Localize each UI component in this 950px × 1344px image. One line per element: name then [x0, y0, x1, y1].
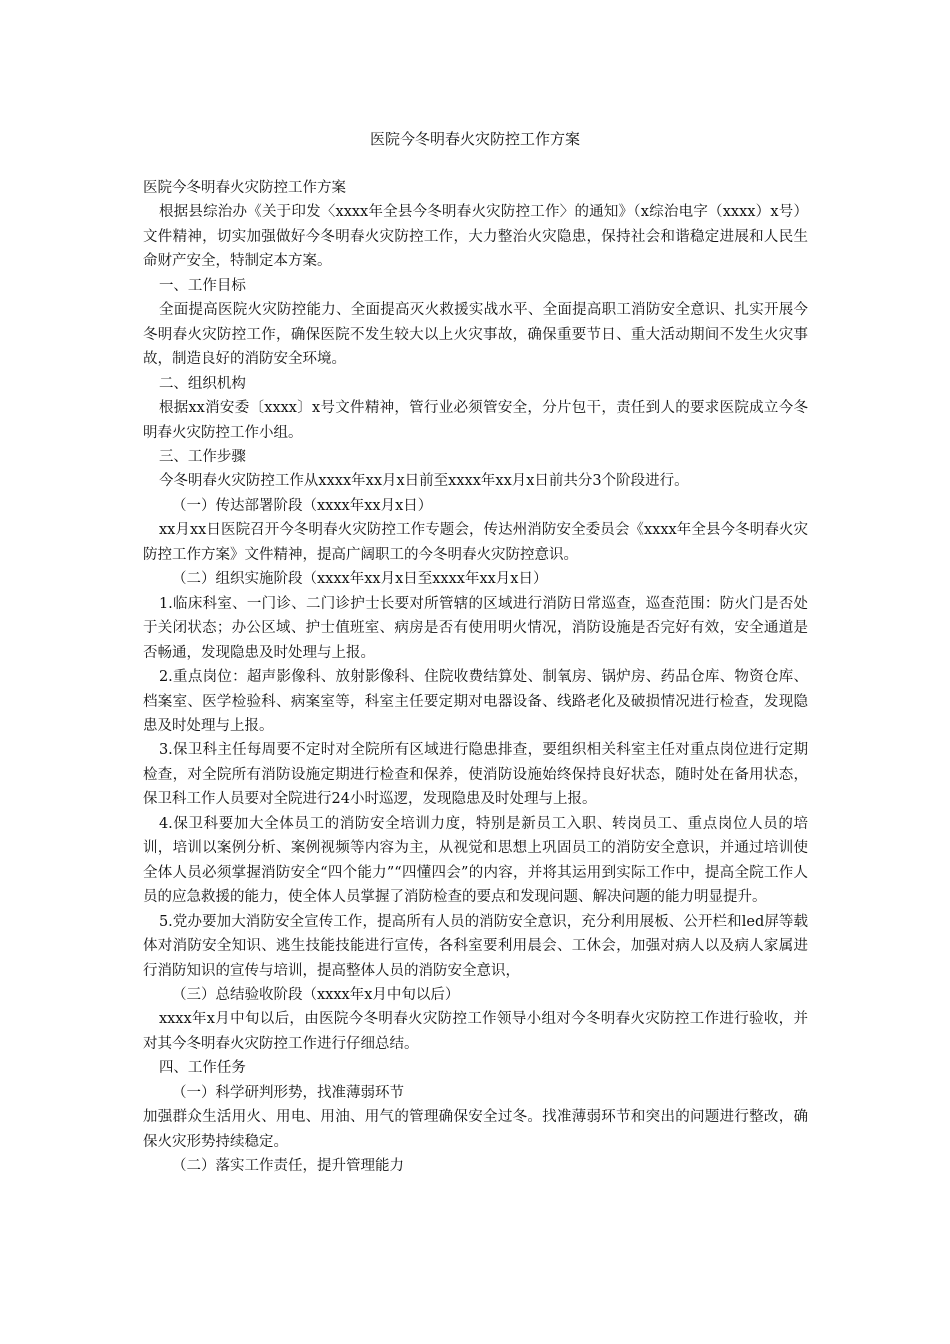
- paragraph: 3.保卫科主任每周要不定时对全院所有区域进行隐患排查，要组织相关科室主任对重点岗位进行定期检查，对全院所有消防设施定期进行检查和保养，使消防设施始终保持良好状态，随时处在备用状态，保卫科工作人员要对全院进行24小时巡逻，发现隐患及时处理与上报。: [143, 742, 808, 808]
- paragraph: 四、工作任务: [158, 1060, 246, 1077]
- paragraph: 4.保卫科要加大全体员工的消防安全培训力度，特别是新员工入职、转岗员工、重点岗位人员的培训，培训以案例分析、案例视频等内容为主，从视觉和思想上巩固员工的消防安全意识，并通过培训使全体人员必须掌握消防安全“四个能力”“四懂四会”的内容，并将其运用到实际工作中，提高全院工作人员的应急救援的能力，使全体人员掌握了消防检查的要点和发现问题、解决问题的能力明显提升。: [143, 815, 808, 906]
- paragraph: （一）传达部署阶段（xxxx年xx月x日）: [172, 497, 433, 514]
- paragraph: 今冬明春火灾防控工作从xxxx年xx月x日前至xxxx年xx月x日前共分3个阶段进行。: [158, 473, 689, 490]
- paragraph: 根据县综治办《关于印发〈xxxx年全县今冬明春火灾防控工作〉的通知》（x综治电字（xxxx）x号）文件精神，切实加强做好今冬明春火灾防控工作，大力整治火灾隐患，保持社会和谐稳定进展和人民生命财产安全，特制定本方案。: [143, 204, 808, 270]
- paragraph: （三）总结验收阶段（xxxx年x月中旬以后）: [172, 986, 460, 1003]
- document-body: [143, 176, 808, 1179]
- paragraph: 二、组织机构: [158, 375, 246, 392]
- paragraph: 5.党办要加大消防安全宣传工作，提高所有人员的消防安全意识，充分利用展板、公开栏和led屏等载体对消防安全知识、逃生技能技能进行宣传，各科室要利用晨会、工休会，加强对病人以及病人家属进行消防知识的宣传与培训，提高整体人员的消防安全意识，: [143, 913, 808, 979]
- paragraph: 1.临床科室、一门诊、二门诊护士长要对所管辖的区域进行消防日常巡查，巡查范围：防火门是否处于关闭状态；办公区域、护士值班室、病房是否有使用明火情况，消防设施是否完好有效，安全通道是否畅通，发现隐患及时处理与上报。: [143, 595, 808, 661]
- paragraph: 医院今冬明春火灾防控工作方案: [143, 180, 346, 196]
- document-title: 医院今冬明春火灾防控工作方案: [369, 130, 580, 148]
- paragraph: 加强群众生活用火、用电、用油、用气的管理确保安全过冬。找准薄弱环节和突出的问题进行整改，确保火灾形势持续稳定。: [143, 1109, 808, 1150]
- paragraph: （二）落实工作责任，提升管理能力: [172, 1158, 404, 1175]
- paragraph: 根据xx消安委〔xxxx〕x号文件精神，管行业必须管安全，分片包干，责任到人的要求医院成立今冬明春火灾防控工作小组。: [143, 400, 808, 441]
- paragraph: 三、工作步骤: [158, 448, 246, 465]
- paragraph: xxxx年x月中旬以后，由医院今冬明春火灾防控工作领导小组对今冬明春火灾防控工作进行验收，并对其今冬明春火灾防控工作进行仔细总结。: [143, 1011, 808, 1052]
- paragraph: （一）科学研判形势，找准薄弱环节: [172, 1084, 404, 1101]
- paragraph: 2.重点岗位：超声影像科、放射影像科、住院收费结算处、制氧房、锅炉房、药品仓库、物资仓库、档案室、医学检验科、病案室等，科室主任要定期对电器设备、线路老化及破损情况进行检查，发现隐患及时处理与上报。: [143, 669, 808, 734]
- paragraph: xx月xx日医院召开今冬明春火灾防控工作专题会，传达州消防安全委员会《xxxx年全县今冬明春火灾防控工作方案》文件精神，提高广阔职工的今冬明春火灾防控意识。: [143, 522, 808, 563]
- paragraph: （二）组织实施阶段（xxxx年xx月x日至xxxx年xx月x日）: [172, 571, 548, 588]
- paragraph: 全面提高医院火灾防控能力、全面提高灭火救援实战水平、全面提高职工消防安全意识、扎实开展今冬明春火灾防控工作，确保医院不发生较大以上火灾事故，确保重要节日、重大活动期间不发生火灾事故，制造良好的消防安全环境。: [143, 302, 808, 368]
- paragraph: 一、工作目标: [158, 277, 246, 294]
